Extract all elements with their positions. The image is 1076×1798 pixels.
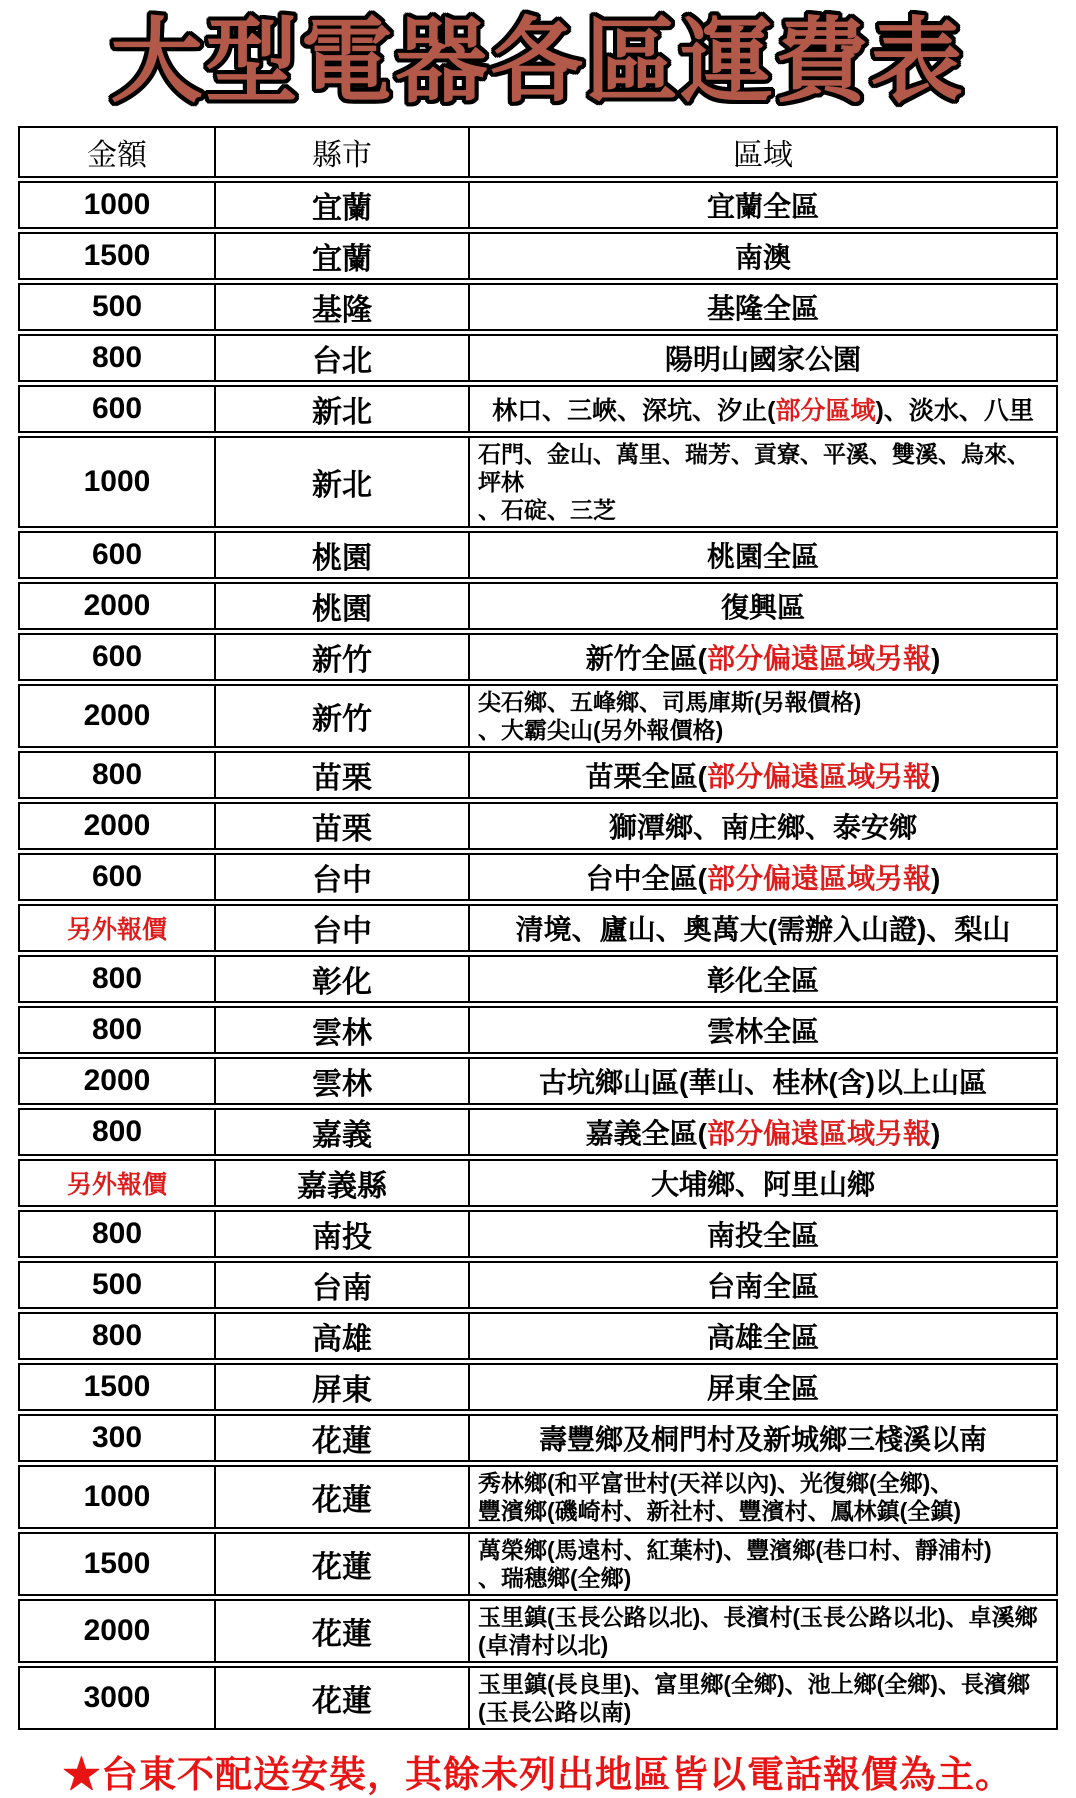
county-cell: 宜蘭 xyxy=(216,183,470,227)
region-cell: 獅潭鄉、南庄鄉、泰安鄉 xyxy=(608,812,917,843)
region-cell: 石門、金山、萬里、瑞芳、貢寮、平溪、雙溪、烏來、坪林 、石碇、三芝 xyxy=(478,441,1030,523)
county-cell: 新竹 xyxy=(216,686,470,746)
amount-cell: 1000 xyxy=(20,1467,216,1527)
table-row xyxy=(18,684,1058,748)
region-cell: 彰化全區 xyxy=(706,965,819,996)
table-row xyxy=(18,1599,1058,1663)
region-cell: 大埔鄉、阿里山鄉 xyxy=(650,1169,875,1200)
county-cell: 桃園 xyxy=(216,533,470,577)
region-cell: 玉里鎮(玉長公路以北)、長濱村(玉長公路以北)、卓溪鄉 (卓清村以北) xyxy=(478,1604,1038,1658)
county-cell: 彰化 xyxy=(216,957,470,1001)
amount-cell: 800 xyxy=(20,1314,216,1358)
county-cell: 花蓮 xyxy=(216,1467,470,1527)
region-cell: 台中全區(部分偏遠區域另報) xyxy=(585,863,941,894)
fee-table-body xyxy=(18,181,1058,1730)
region-cell: 屏東全區 xyxy=(706,1373,819,1404)
header-region: 區域 xyxy=(733,139,793,172)
table-row xyxy=(18,1312,1058,1360)
county-cell: 新北 xyxy=(216,438,470,526)
region-cell: 高雄全區 xyxy=(706,1322,819,1353)
footer-note: ★台東不配送安裝，其餘未列出地區皆以電話報價為主。 xyxy=(63,1754,1013,1795)
county-cell: 嘉義縣 xyxy=(216,1161,470,1205)
region-cell: 清境、廬山、奧萬大(需辦入山證)、梨山 xyxy=(515,914,1011,945)
region-cell: 南投全區 xyxy=(706,1220,819,1251)
header-county: 縣市 xyxy=(216,128,470,176)
amount-cell: 2000 xyxy=(20,1601,216,1661)
county-cell: 台中 xyxy=(216,906,470,950)
table-row xyxy=(18,283,1058,331)
county-cell: 花蓮 xyxy=(216,1601,470,1661)
amount-cell: 300 xyxy=(20,1416,216,1460)
county-cell: 高雄 xyxy=(216,1314,470,1358)
table-header-row xyxy=(18,126,1058,178)
amount-cell: 1000 xyxy=(20,438,216,526)
county-cell: 南投 xyxy=(216,1212,470,1256)
county-cell: 新北 xyxy=(216,387,470,431)
amount-cell: 2000 xyxy=(20,584,216,628)
table-row xyxy=(18,436,1058,528)
county-cell: 基隆 xyxy=(216,285,470,329)
page-title: 大型電器各區運費表 xyxy=(110,11,966,113)
amount-cell: 500 xyxy=(20,1263,216,1307)
amount-cell: 2000 xyxy=(20,804,216,848)
county-cell: 苗栗 xyxy=(216,753,470,797)
amount-cell: 2000 xyxy=(20,686,216,746)
table-row xyxy=(18,1363,1058,1411)
county-cell: 台南 xyxy=(216,1263,470,1307)
county-cell: 屏東 xyxy=(216,1365,470,1409)
amount-cell: 另外報價 xyxy=(20,906,216,950)
amount-cell: 3000 xyxy=(20,1668,216,1728)
region-cell: 苗栗全區(部分偏遠區域另報) xyxy=(585,761,941,792)
table-row xyxy=(18,1414,1058,1462)
table-row xyxy=(18,802,1058,850)
table-row xyxy=(18,1666,1058,1730)
amount-cell: 另外報價 xyxy=(20,1161,216,1205)
table-row xyxy=(18,1006,1058,1054)
table-row xyxy=(18,1057,1058,1105)
table-row xyxy=(18,181,1058,229)
amount-cell: 800 xyxy=(20,753,216,797)
amount-cell: 1000 xyxy=(20,183,216,227)
table-row xyxy=(18,633,1058,681)
amount-cell: 800 xyxy=(20,1008,216,1052)
region-cell: 南澳 xyxy=(734,242,791,273)
amount-cell: 600 xyxy=(20,635,216,679)
amount-cell: 1500 xyxy=(20,234,216,278)
table-row xyxy=(18,1261,1058,1309)
amount-cell: 1500 xyxy=(20,1365,216,1409)
table-row xyxy=(18,904,1058,952)
region-cell: 尖石鄉、五峰鄉、司馬庫斯(另報價格) 、大霸尖山(另外報價格) xyxy=(478,689,862,743)
county-cell: 花蓮 xyxy=(216,1416,470,1460)
region-cell: 復興區 xyxy=(720,592,805,623)
amount-cell: 2000 xyxy=(20,1059,216,1103)
region-cell: 雲林全區 xyxy=(706,1016,819,1047)
region-cell: 壽豐鄉及桐門村及新城鄉三棧溪以南 xyxy=(538,1424,987,1455)
county-cell: 台中 xyxy=(216,855,470,899)
page xyxy=(0,6,1076,1795)
county-cell: 新竹 xyxy=(216,635,470,679)
table-row xyxy=(18,1108,1058,1156)
table-row xyxy=(18,1465,1058,1529)
region-cell: 陽明山國家公園 xyxy=(664,344,861,375)
amount-cell: 600 xyxy=(20,855,216,899)
amount-cell: 1500 xyxy=(20,1534,216,1594)
region-cell: 林口、三峽、深坑、汐止(部分區域)、淡水、八里 xyxy=(492,397,1034,425)
table-row xyxy=(18,232,1058,280)
county-cell: 花蓮 xyxy=(216,1534,470,1594)
amount-cell: 800 xyxy=(20,957,216,1001)
region-cell: 桃園全區 xyxy=(706,541,819,572)
county-cell: 嘉義 xyxy=(216,1110,470,1154)
header-amount: 金額 xyxy=(20,128,216,176)
county-cell: 台北 xyxy=(216,336,470,380)
region-cell: 秀林鄉(和平富世村(天祥以內)、光復鄉(全鄉)、 豐濱鄉(磯崎村、新社村、豐濱村、鳳林鎮(全鎮) xyxy=(478,1470,961,1524)
region-cell: 古坑鄉山區(華山、桂林(含)以上山區 xyxy=(539,1067,987,1098)
county-cell: 桃園 xyxy=(216,584,470,628)
table-row xyxy=(18,334,1058,382)
county-cell: 雲林 xyxy=(216,1059,470,1103)
amount-cell: 600 xyxy=(20,533,216,577)
region-cell: 嘉義全區(部分偏遠區域另報) xyxy=(585,1118,941,1149)
region-cell: 玉里鎮(長良里)、富里鄉(全鄉)、池上鄉(全鄉)、長濱鄉 (玉長公路以南) xyxy=(478,1671,1030,1725)
table-row xyxy=(18,1159,1058,1207)
region-cell: 新竹全區(部分偏遠區域另報) xyxy=(585,643,941,674)
fee-table xyxy=(18,126,1058,1730)
region-cell: 宜蘭全區 xyxy=(706,191,819,222)
region-cell: 台南全區 xyxy=(706,1271,819,1302)
amount-cell: 800 xyxy=(20,1110,216,1154)
amount-cell: 600 xyxy=(20,387,216,431)
table-row xyxy=(18,955,1058,1003)
county-cell: 苗栗 xyxy=(216,804,470,848)
county-cell: 雲林 xyxy=(216,1008,470,1052)
table-row xyxy=(18,1210,1058,1258)
table-row xyxy=(18,582,1058,630)
region-cell: 萬榮鄉(馬遠村、紅葉村)、豐濱鄉(巷口村、靜浦村) 、瑞穗鄉(全鄉) xyxy=(478,1537,992,1591)
table-row xyxy=(18,1532,1058,1596)
amount-cell: 500 xyxy=(20,285,216,329)
amount-cell: 800 xyxy=(20,1212,216,1256)
table-row xyxy=(18,751,1058,799)
county-cell: 宜蘭 xyxy=(216,234,470,278)
table-row xyxy=(18,385,1058,433)
amount-cell: 800 xyxy=(20,336,216,380)
table-row xyxy=(18,531,1058,579)
county-cell: 花蓮 xyxy=(216,1668,470,1728)
table-row xyxy=(18,853,1058,901)
region-cell: 基隆全區 xyxy=(706,293,819,324)
